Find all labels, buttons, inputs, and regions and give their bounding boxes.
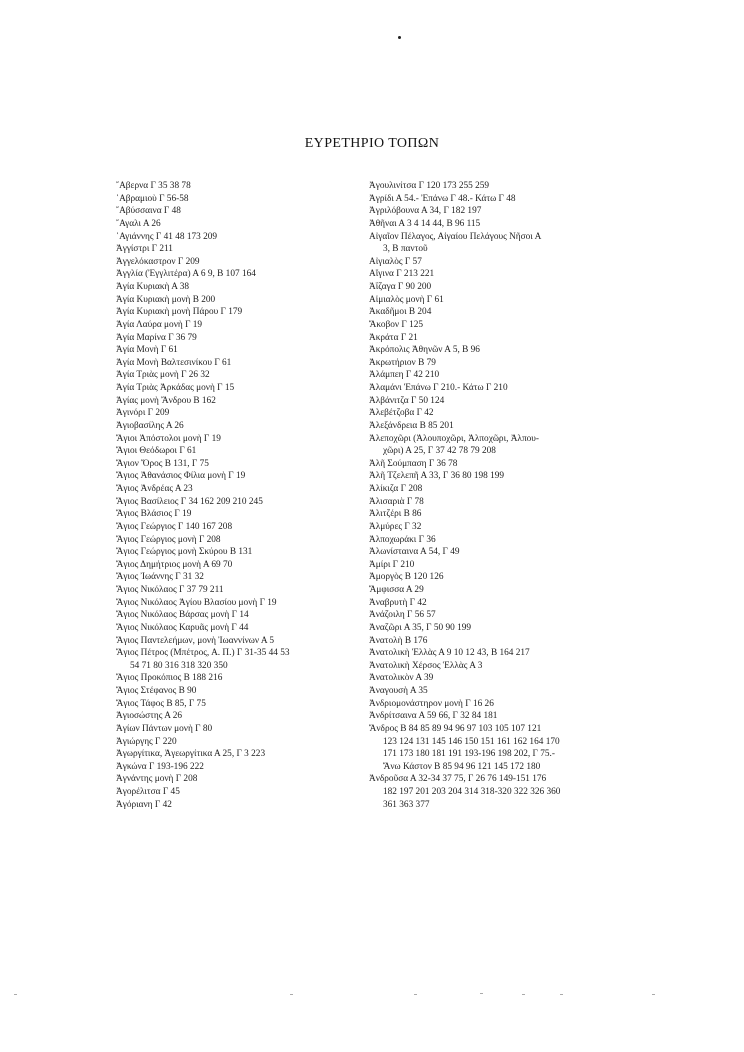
- index-entry: Ἀμοργὸς Β 120 126: [369, 572, 444, 583]
- index-entry: ῎Αβύσσαινα Γ 48: [116, 206, 181, 217]
- index-entry-continuation: χῶρι) Α 25, Γ 37 42 78 79 208: [383, 446, 496, 457]
- index-column-right: [369, 180, 633, 811]
- index-entry: Ἄνδρος Β 84 85 89 94 96 97 103 105 107 121: [369, 723, 542, 734]
- index-entry: Ἀθῆναι Α 3 4 14 44, Β 96 115: [369, 218, 481, 229]
- index-entry: Ἀνατολικὴ Χέρσος Ἑλλὰς Α 3: [369, 660, 483, 671]
- index-entry: Ἅγιος Νικόλαος Καρυᾶς μονὴ Γ 44: [116, 622, 249, 633]
- index-entry: Αἰγαῖον Πέλαγος, Αἰγαίου Πελάγους Νῆσοι Α: [369, 231, 542, 242]
- index-entry: Ἅγιος Στέφανος Β 90: [116, 686, 197, 696]
- index-entry: Ἅγιος Ἰωάννης Γ 31 32: [116, 572, 204, 583]
- index-entry: Ἁγία Κυριακὴ μονὴ Β 200: [116, 294, 216, 305]
- index-entry: Ἀλεξάνδρεια Β 85 201: [369, 420, 454, 431]
- index-entry: Ἀγνάντης μονὴ Γ 208: [116, 774, 198, 785]
- index-entry: Ἁγίας μονὴ Ἄνδρου Β 162: [116, 395, 216, 406]
- index-entry: Ἀλάμπεη Γ 42 210: [369, 370, 440, 381]
- index-entry: Ἀγόριανη Γ 42: [116, 799, 172, 810]
- index-entry: Ἅγιος Τάφος Β 85, Γ 75: [116, 698, 206, 709]
- index-entry: Ἀΐζαγα Γ 90 200: [369, 282, 432, 292]
- index-entry: Ἀνδριομονάστηρον μονὴ Γ 16 26: [369, 698, 494, 709]
- index-entry: Αἴγινα Γ 213 221: [369, 269, 435, 280]
- index-entry: Ἀλβάνιτζα Γ 50 124: [369, 395, 445, 406]
- index-entry: Ἀλποχωράκι Γ 36: [369, 534, 436, 545]
- index-entry: Ἀκαδῆμοι Β 204: [369, 307, 432, 318]
- index-entry: Ἀνδροῦσα Α 32-34 37 75, Γ 26 76 149-151 176: [369, 774, 547, 785]
- index-entry: Ἀνάζοιλη Γ 56 57: [369, 610, 436, 621]
- index-entry: Ἅγιοι Θεόδωροι Γ 61: [116, 446, 197, 457]
- index-entry: Ἁγία Τριὰς Ἀρκάδας μονὴ Γ 15: [116, 383, 235, 393]
- index-entry: Ἁγιοσώστης Α 26: [116, 711, 183, 722]
- index-entry: Ἅγιοι Ἀπόστολοι μονὴ Γ 19: [116, 433, 221, 444]
- index-entry: Ἀλαμάνι Ἐπάνω Γ 210.- Κάτω Γ 210: [369, 383, 508, 393]
- index-entry: Ἅγιος Νικόλαος Γ 37 79 211: [116, 585, 224, 595]
- index-entry: Ἀλισαριὰ Γ 78: [369, 496, 424, 507]
- index-entry: Ἅγιος Προκόπιος Β 188 216: [116, 673, 223, 684]
- index-entry: Ἀγκώνα Γ 193-196 222: [116, 761, 204, 772]
- index-entry: Ἀγρίδι Α 54.- Ἐπάνω Γ 48.- Κάτω Γ 48: [369, 193, 516, 204]
- index-entry-continuation: 54 71 80 316 318 320 350: [130, 660, 228, 671]
- index-entry: Ἀλῆ Τζελεπῆ Α 33, Γ 36 80 198 199: [369, 471, 505, 482]
- index-entry: Ἁγία Μονὴ Γ 61: [116, 345, 178, 356]
- index-entry: Ἀγγίστρι Γ 211: [116, 244, 173, 255]
- index-entry-continuation: 361 363 377: [383, 799, 430, 810]
- index-entry: Ἁγία Κυριακὴ μονὴ Πάρου Γ 179: [116, 307, 243, 318]
- index-entry: Ἀκρόπολις Ἀθηνῶν Α 5, Β 96: [369, 345, 480, 356]
- index-entry-continuation: 123 124 131 145 146 150 151 161 162 164 170: [383, 736, 560, 747]
- index-entry: ῎Αγαλι Α 26: [116, 218, 161, 229]
- index-entry: Ἀλωνίσταινα Α 54, Γ 49: [369, 547, 460, 558]
- index-entry: Ἅγιος Γεώργιος μονὴ Σκύρου Β 131: [116, 547, 253, 558]
- index-entry: Ἅγιος Βασίλειος Γ 34 162 209 210 245: [116, 496, 263, 507]
- index-entry: Ἁγία Μονὴ Βαλτεσινίκου Γ 61: [116, 357, 232, 368]
- index-entry: Ἀγριλόβουνα Α 34, Γ 182 197: [369, 206, 482, 217]
- index-entry: ῾Αγιάννης Γ 41 48 173 209: [116, 231, 218, 242]
- index-entry: Ἀκρωτήριον Β 79: [369, 357, 436, 368]
- index-entry: Ἀγγελόκαστρον Γ 209: [116, 256, 200, 267]
- index-entry: Ἀναζῶρι Α 35, Γ 50 90 199: [369, 622, 472, 633]
- index-entry: Ἀγιοβασίλης Α 26: [116, 420, 184, 431]
- index-entry: Ἀγωργίτικα, Ἀγεωργίτικα Α 25, Γ 3 223: [116, 749, 266, 760]
- index-entry: Ἁλμύρες Γ 32: [369, 521, 422, 532]
- index-column-left: [116, 180, 354, 811]
- index-entry: Ἁγία Κυριακὴ Α 38: [116, 282, 190, 292]
- index-entry: Ἀγγλία (Ἐγγλιτέρα) Α 6 9, Β 107 164: [116, 269, 256, 280]
- index-entry: Ἀναγουσὴ Α 35: [369, 686, 428, 696]
- index-entry: Ἄκοβον Γ 125: [369, 319, 424, 330]
- index-entry: Αἰγιαλὸς Γ 57: [369, 256, 422, 267]
- index-entry: Ἁγία Λαύρα μονὴ Γ 19: [116, 319, 203, 330]
- index-entry-continuation: 3, Β παντοῦ: [383, 244, 428, 255]
- index-entry: Ἀμίρι Γ 210: [369, 559, 415, 570]
- index-entry: Ἀλεποχῶρι (Ἀλουποχῶρι, Ἀλποχῶρι, Ἀλπου-: [369, 433, 539, 444]
- print-mark: [398, 36, 401, 39]
- index-entry: Ἁγία Μαρίνα Γ 36 79: [116, 332, 197, 343]
- index-entry: Ἀνατολικὴ Ἑλλὰς Α 9 10 12 43, Β 164 217: [369, 648, 530, 659]
- page-title: ΕΥΡΕΤΗΡΙΟ ΤΟΠΩΝ: [304, 136, 440, 151]
- index-entry: Ἅγιος Γεώργιος Γ 140 167 208: [116, 521, 233, 532]
- index-entry-continuation: 182 197 201 203 204 314 318-320 322 326 360: [383, 787, 561, 797]
- index-entry: ῎Αβερνα Γ 35 38 78: [116, 181, 191, 191]
- index-entry: Ἀκράτα Γ 21: [369, 332, 418, 343]
- index-entry: Ἀλῆ Σούμπαση Γ 36 78: [369, 458, 458, 469]
- index-entry: Ἄμφισσα Α 29: [369, 585, 424, 595]
- index-entry: Ἀναβρυτὴ Γ 42: [369, 597, 427, 608]
- index-entry: Ἀγορέλιτσα Γ 45: [116, 787, 180, 797]
- index-entry: Ἅγιος Ἀνδρέας Α 23: [116, 484, 193, 494]
- index-entry: ῾Αβραμιοὺ Γ 56-58: [116, 193, 189, 204]
- index-entry: Ἅγιος Νικόλαος Βάρσας μονὴ Γ 14: [116, 610, 249, 621]
- index-entry: Ἅγιον Ὄρος Β 131, Γ 75: [116, 458, 209, 469]
- index-entry: Ἀγιώργης Γ 220: [116, 736, 177, 747]
- index-entry-continuation: Ἄνω Κάστον Β 85 94 96 121 145 172 180: [383, 761, 541, 772]
- index-entry: Ἁγίων Πάντων μονὴ Γ 80: [116, 723, 213, 734]
- index-entry-continuation: 171 173 180 181 191 193-196 198 202, Γ 75.-: [383, 749, 555, 760]
- index-entry: Ἅγιος Νικόλαος Ἁγίου Βλασίου μονὴ Γ 19: [116, 597, 277, 608]
- index-entry: Ἀνατολικὸν Α 39: [369, 673, 434, 684]
- index-entry: Ἀνδρίτσαινα Α 59 66, Γ 32 84 181: [369, 711, 498, 722]
- index-entry: Ἅγιος Γεώργιος μονὴ Γ 208: [116, 534, 221, 545]
- index-entry: Ἅγιος Βλάσιος Γ 19: [116, 509, 192, 520]
- index-entry: Ἀλεβέτζοβα Γ 42: [369, 408, 434, 419]
- index-entry: Ἅγιος Ἀθανάσιος Φίλια μονὴ Γ 19: [116, 471, 246, 482]
- index-entry: Ἀλίκιζα Γ 208: [369, 484, 423, 494]
- index-entry: Ἅγιος Πέτρος (Μπέτρος, Α. Π.) Γ 31-35 44 53: [116, 648, 290, 659]
- index-entry: Ἅγιος Δημήτριος μονὴ Α 69 70: [116, 559, 233, 570]
- index-entry: Ἀγινόρι Γ 209: [116, 408, 170, 419]
- index-entry: Ἀλιτζέρι Β 86: [369, 509, 422, 520]
- index-entry: Ἀγουλινίτσα Γ 120 173 255 259: [369, 181, 490, 191]
- index-entry: Ἁγία Τριὰς μονὴ Γ 26 32: [116, 370, 210, 381]
- index-entry: Αἱμιαλὸς μονὴ Γ 61: [369, 294, 444, 305]
- index-entry: Ἀνατολὴ Β 176: [369, 635, 428, 646]
- index-entry: Ἅγιος Παντελεήμων, μονὴ Ἰωαννίνων Α 5: [116, 635, 275, 646]
